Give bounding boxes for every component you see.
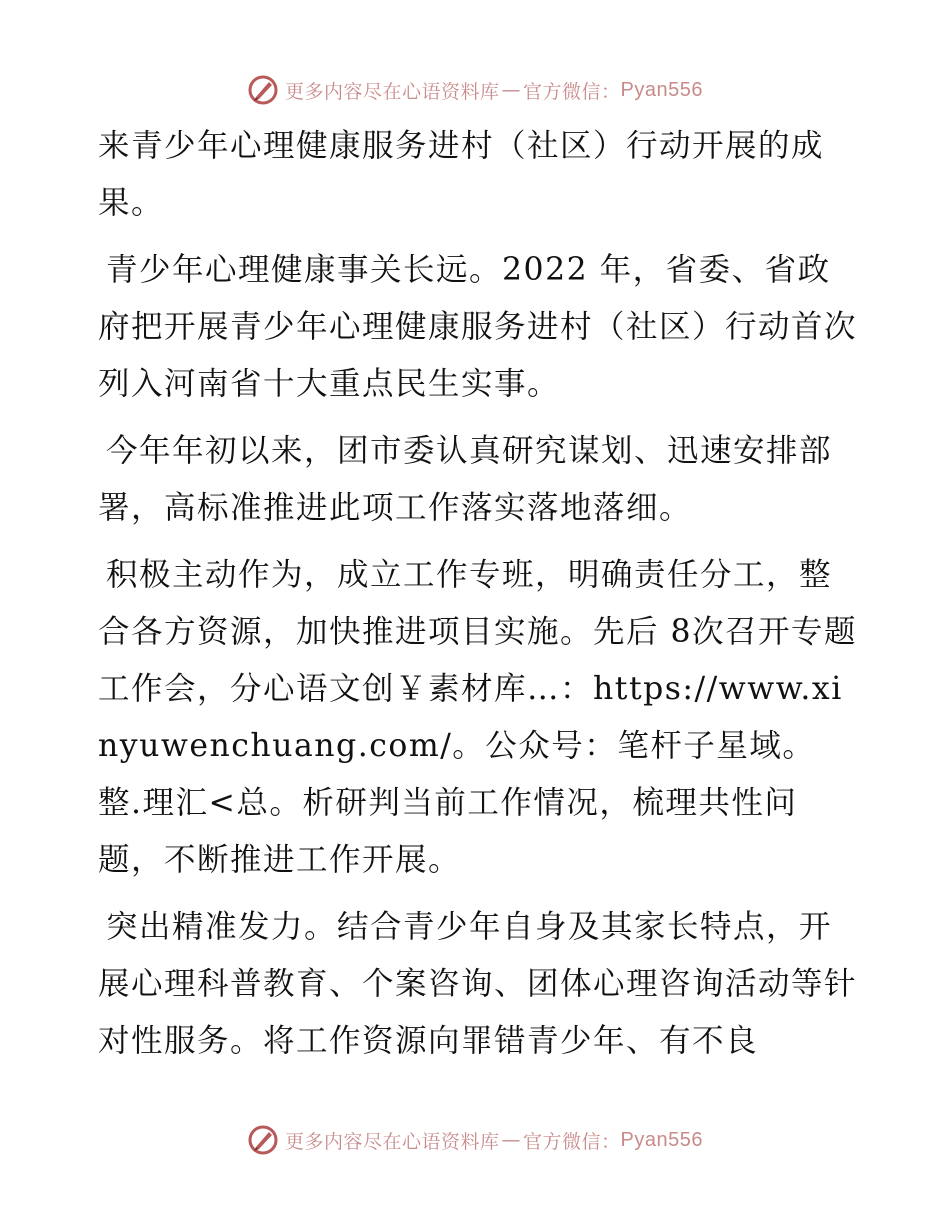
watermark-contact-label: 官方微信： (523, 80, 621, 103)
paragraph-early-year: 今年年初以来，团市委认真研究谋划、迅速安排部署，高标准推进此项工作落实落地落细。 (98, 433, 833, 526)
paragraph-proactive: 积极主动作为，成立工作专班，明确责任分工，整合各方资源，加快推进项目实施。先后 8次召开专题工作会，分心语文创￥素材库…：https://www.xinyuwenchuang.com/。公众号：笔杆子星域。整.理汇<总。析研判当前工作情况，梳理共性问题，不断推进工作开展。 (98, 557, 858, 878)
document-body (98, 118, 858, 1080)
quill-pen-seal-icon (247, 1124, 279, 1156)
watermark-prefix: 更多内容尽在心语资料库 (285, 80, 500, 103)
watermark-dash: — (501, 1129, 522, 1151)
watermark-contact-label: 官方微信： (523, 1130, 621, 1153)
quill-pen-seal-icon (247, 74, 279, 106)
watermark-contact-id: Pyan556 (620, 1128, 703, 1151)
footer-watermark (0, 1120, 950, 1160)
paragraph-precision: 突出精准发力。结合青少年自身及其家长特点，开展心理科普教育、个案咨询、团体心理咨询活动等针对性服务。将工作资源向罪错青少年、有不良 (98, 909, 858, 1059)
watermark-dash: — (501, 79, 522, 101)
header-watermark (0, 70, 950, 110)
watermark-prefix: 更多内容尽在心语资料库 (285, 1130, 500, 1153)
watermark-contact-id: Pyan556 (620, 78, 703, 101)
paragraph-importance: 青少年心理健康事关长远。2022 年，省委、省政府把开展青少年心理健康服务进村（社区）行动首次列入河南省十大重点民生实事。 (98, 252, 858, 402)
paragraph-continuation: 来青少年心理健康服务进村（社区）行动开展的成果。 (98, 128, 825, 221)
